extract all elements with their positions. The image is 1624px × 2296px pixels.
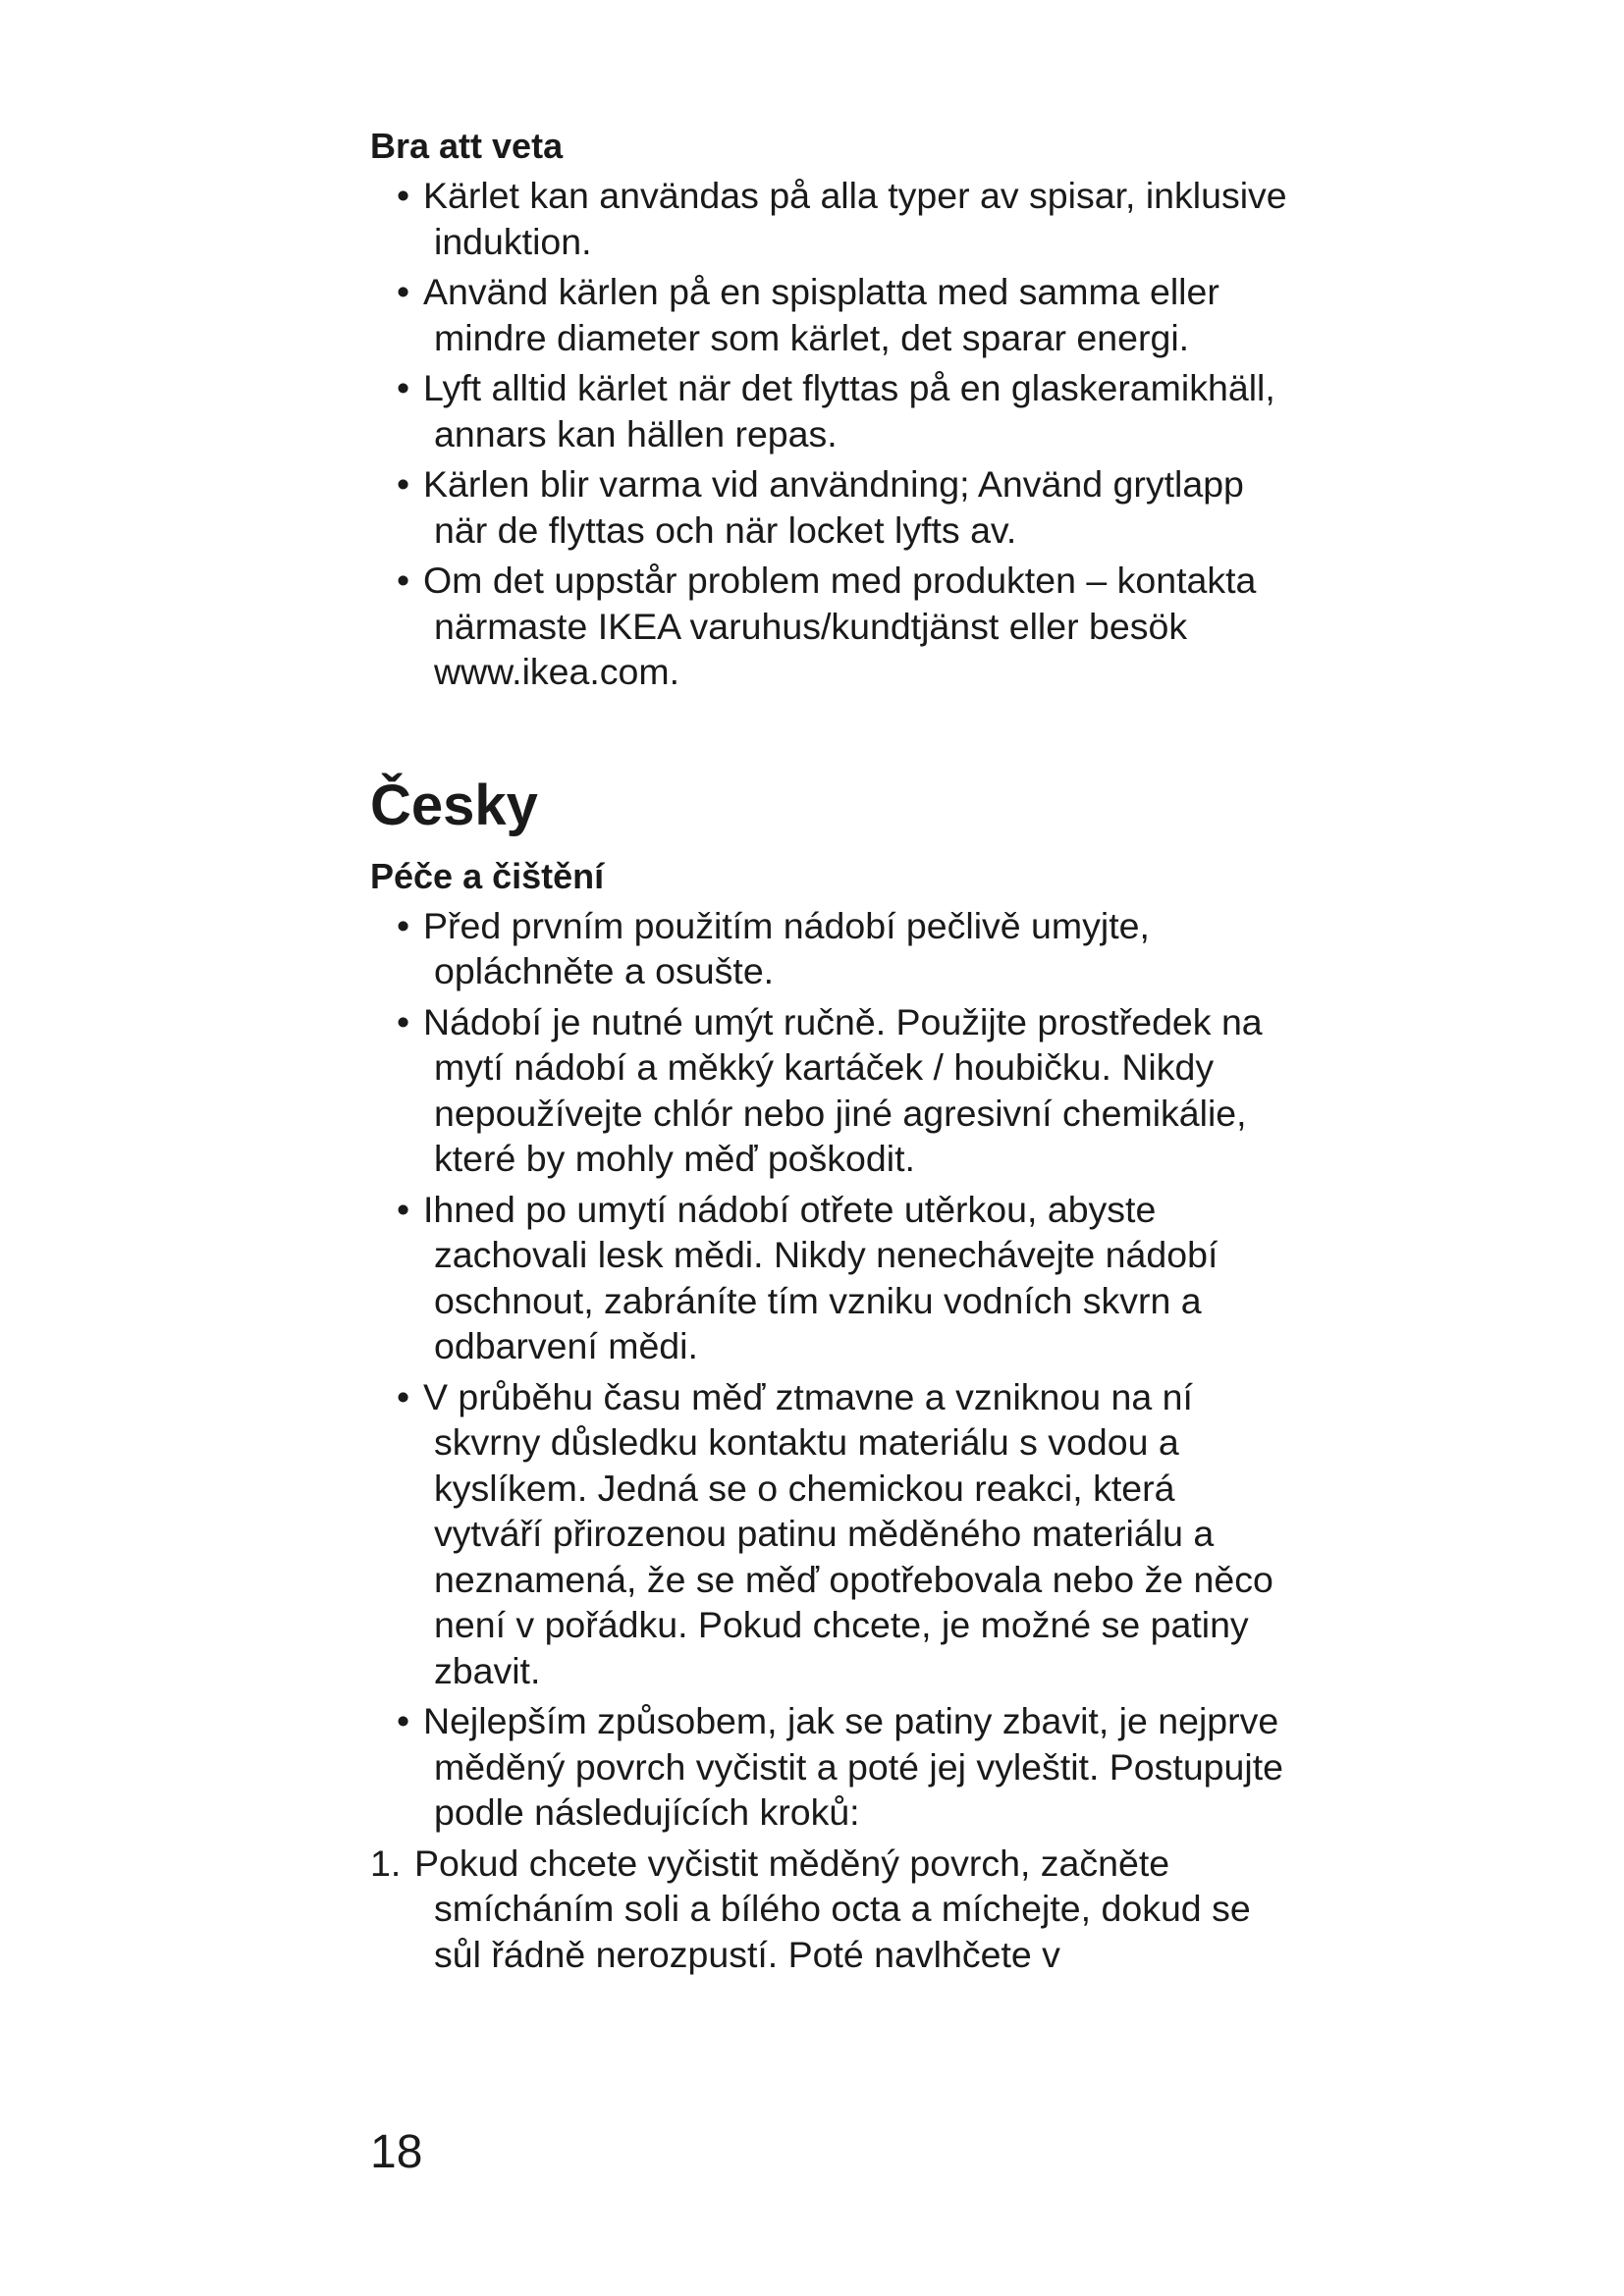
- language-title: Česky: [370, 773, 538, 837]
- list-item: • Kärlet kan användas på alla typer av spisar, inklusive induktion.: [397, 175, 1287, 262]
- czech-section: [370, 772, 1293, 1978]
- bullet-marker: •: [397, 367, 410, 408]
- page-number: 18: [370, 2126, 423, 2178]
- bullet-marker: •: [397, 175, 410, 216]
- section-heading-good-to-know: Bra att veta: [370, 126, 564, 166]
- list-item: • Om det uppstår problem med produkten – kontakta närmaste IKEA varuhus/kundtjänst eller besök www.ikea.com.: [397, 560, 1257, 692]
- swedish-section: [370, 124, 1293, 695]
- swedish-bullet-list: [370, 173, 1293, 695]
- list-item: • Kärlen blir varma vid användning; Använd grytlapp när de flyttas och när locket lyfts av.: [397, 463, 1244, 551]
- bullet-marker: •: [397, 1000, 410, 1042]
- step-text: Pokud chcete vyčistit měděný povrch, začněte smícháním soli a bílého octa a míchejte, dokud se sůl řádně nerozpustí. Poté navlhčete v: [414, 1842, 1251, 1975]
- czech-bullet-list: [370, 903, 1293, 1836]
- bullet-marker: •: [397, 271, 410, 312]
- manual-page-content: [370, 124, 1293, 1977]
- list-item: • Nejlepším způsobem, jak se patiny zbavit, je nejprve měděný povrch vyčistit a poté jej vyleštit. Postupujte podle následujících kroků:: [397, 1700, 1283, 1833]
- bullet-marker: •: [397, 463, 410, 505]
- list-item: • Před prvním použitím nádobí pečlivě umyjte, opláchněte a osušte.: [397, 904, 1150, 991]
- list-item: • V průběhu času měď ztmavne a vzniknou na ní skvrny důsledku kontaktu materiálu s vodou a kyslíkem. Jedná se o chemickou reakci, která vytváří přirozenou patinu měděného materiálu a neznamená, že se měď opotřebovala nebo že něco není v pořádku. Pokud chcete, je možné se patiny zbavit.: [397, 1375, 1273, 1691]
- step-number: 1.: [370, 1842, 402, 1884]
- section-heading-care-cleaning: Péče a čištění: [370, 855, 605, 896]
- bullet-marker: •: [397, 1375, 410, 1417]
- bullet-marker: •: [397, 1700, 410, 1741]
- list-item: • Använd kärlen på en spisplatta med samma eller mindre diameter som kärlet, det sparar energi.: [397, 271, 1219, 358]
- bullet-marker: •: [397, 1188, 410, 1230]
- numbered-step: [370, 1841, 1293, 1978]
- list-item: • Lyft alltid kärlet när det flyttas på en glaskeramikhäll, annars kan hällen repas.: [397, 367, 1275, 454]
- list-item: • Ihned po umytí nádobí otřete utěrkou, abyste zachovali lesk mědi. Nikdy nenechávejte nádobí oschnout, zabráníte tím vzniku vodních skvrn a odbarvení mědi.: [397, 1188, 1218, 1366]
- list-item: • Nádobí je nutné umýt ručně. Použijte prostředek na mytí nádobí a měkký kartáček / houbičku. Nikdy nepoužívejte chlór nebo jiné agresivní chemikálie, které by mohly měď poškodit.: [397, 1000, 1263, 1179]
- bullet-marker: •: [397, 904, 410, 946]
- bullet-marker: •: [397, 560, 410, 601]
